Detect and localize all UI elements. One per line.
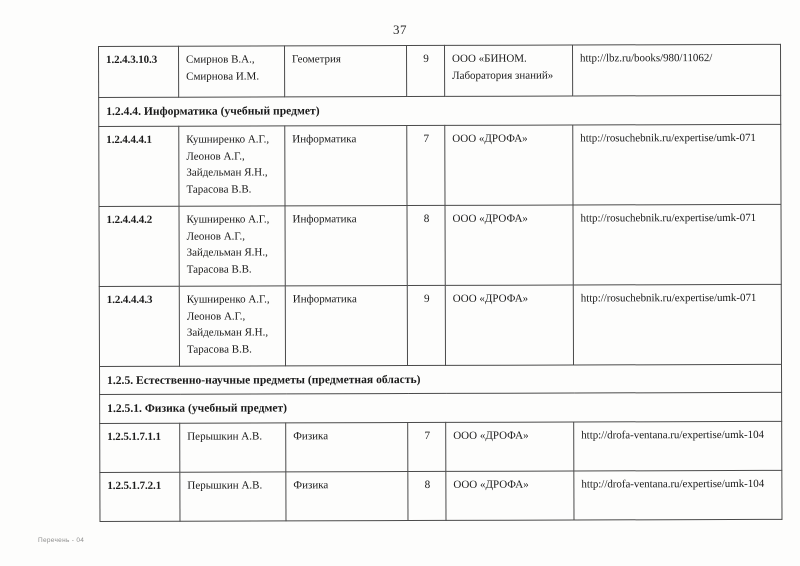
table-row (99, 124, 781, 206)
textbook-registry-table (98, 44, 782, 522)
row-code: 1.2.4.4.4.2 (99, 206, 179, 286)
row-authors: Перышкин А.В. (180, 472, 286, 521)
row-url: http://rosuchebnik.ru/expertise/umk-071 (573, 124, 781, 205)
row-grade: 7 (408, 422, 446, 471)
section-heading: 1.2.5.1. Физика (учебный предмет) (100, 393, 782, 424)
row-publisher: ООО «ДРОФА» (446, 471, 574, 520)
table-section-row (100, 393, 782, 424)
row-publisher: ООО «ДРОФА» (445, 285, 573, 365)
row-authors: Перышкин А.В. (180, 423, 286, 472)
table-row (99, 204, 781, 286)
row-grade: 9 (407, 285, 445, 365)
row-subject: Физика (286, 422, 408, 471)
table-row (100, 421, 782, 472)
table-body (99, 44, 782, 521)
row-grade: 9 (407, 45, 445, 97)
row-authors: Кушниренко А.Г., Леонов А.Г., Зайдельман Я.Н., Тарасова В.В. (179, 206, 285, 286)
row-grade: 7 (407, 125, 445, 205)
table-section-row (100, 364, 782, 395)
row-subject: Информатика (285, 205, 407, 285)
row-subject: Геометрия (285, 46, 407, 98)
row-grade: 8 (407, 205, 445, 285)
row-publisher: ООО «ДРОФА» (446, 422, 574, 471)
row-url: http://drofa-ventana.ru/expertise/umk-104 (574, 421, 782, 471)
row-publisher: ООО «БИНОМ. Лаборатория знаний» (444, 45, 572, 97)
section-heading: 1.2.4.4. Информатика (учебный предмет) (99, 96, 781, 127)
row-url: http://drofa-ventana.ru/expertise/umk-104 (574, 470, 782, 520)
row-url: http://rosuchebnik.ru/expertise/umk-071 (573, 204, 781, 285)
row-grade: 8 (408, 471, 446, 520)
page-footer: Перечень - 04 (38, 537, 85, 544)
row-authors: Кушниренко А.Г., Леонов А.Г., Зайдельман Я.Н., Тарасова В.В. (179, 286, 285, 366)
table-row (99, 44, 781, 98)
section-heading: 1.2.5. Естественно-научные предметы (предметная область) (100, 364, 782, 395)
page-number: 37 (393, 22, 407, 37)
row-subject: Физика (286, 471, 408, 520)
row-code: 1.2.5.1.7.2.1 (100, 472, 180, 521)
row-url: http://rosuchebnik.ru/expertise/umk-071 (573, 284, 781, 365)
row-subject: Информатика (285, 126, 407, 206)
textbook-registry-table-container (98, 44, 781, 522)
row-code: 1.2.5.1.7.1.1 (100, 423, 180, 472)
row-authors: Смирнов В.А., Смирнова И.М. (179, 46, 285, 98)
row-subject: Информатика (285, 285, 407, 365)
row-url: http://lbz.ru/books/980/11062/ (572, 44, 780, 96)
table-row (100, 470, 782, 521)
table-row (99, 284, 781, 366)
row-code: 1.2.4.3.10.3 (99, 46, 179, 98)
row-authors: Кушниренко А.Г., Леонов А.Г., Зайдельман Я.Н., Тарасова В.В. (179, 126, 285, 206)
row-publisher: ООО «ДРОФА» (445, 125, 573, 205)
table-section-row (99, 96, 781, 127)
row-publisher: ООО «ДРОФА» (445, 205, 573, 285)
row-code: 1.2.4.4.4.3 (99, 286, 179, 366)
row-code: 1.2.4.4.4.1 (99, 126, 179, 206)
